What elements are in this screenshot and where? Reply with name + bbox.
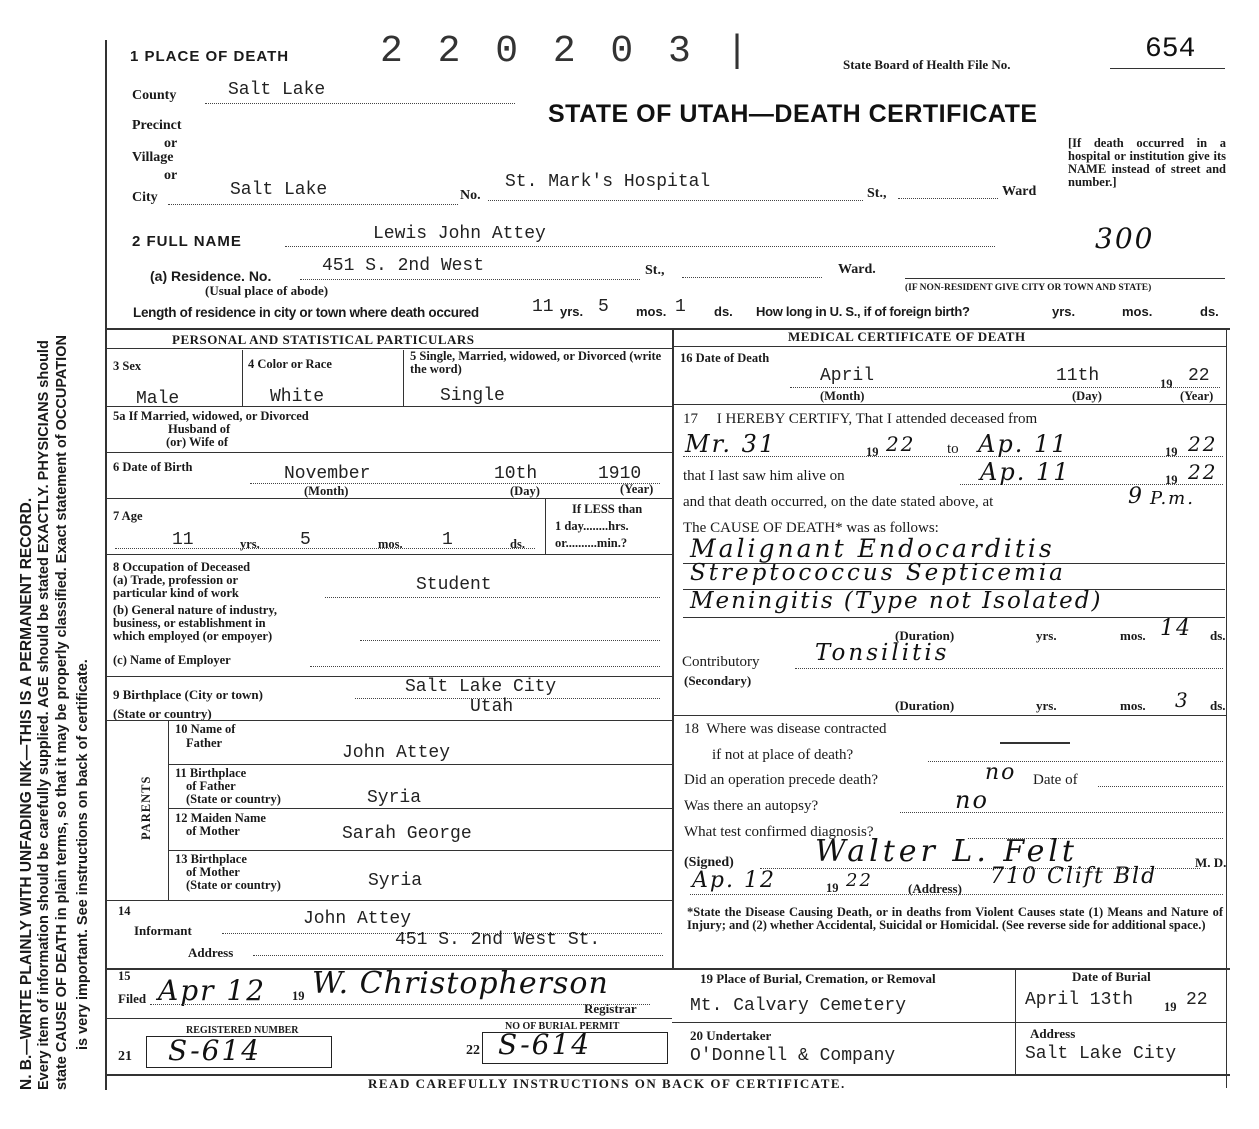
father-label-1: 10 Name of xyxy=(175,722,236,736)
dob-label: 6 Date of Birth xyxy=(113,460,193,474)
death-time-suffix: P.m. xyxy=(1150,488,1195,509)
ward-label: Ward xyxy=(1002,184,1037,199)
dob-day-value: 10th xyxy=(494,464,538,484)
mother-birthplace-label-2: of Mother xyxy=(186,865,240,879)
burial-date-year: 22 xyxy=(1186,990,1208,1010)
foreign-birth-label: How long in U. S., if of foreign birth? xyxy=(756,304,970,319)
dob-month-caption: (Month) xyxy=(304,484,349,498)
sidebar-line-2: Every item of information should be carefully supplied. AGE should be stated EXACTLY. PHYSICIANS should xyxy=(36,340,52,1090)
dod-month-caption: (Month) xyxy=(820,389,865,403)
duration2-mos-label: mos. xyxy=(1120,698,1146,713)
duration2-yrs-label: yrs. xyxy=(1036,698,1057,713)
filed-value: Apr 12 xyxy=(158,974,267,1007)
city-value: Salt Lake xyxy=(230,180,328,200)
mother-birthplace-label-1: 13 Birthplace xyxy=(175,852,247,866)
age-yrs-value: 11 xyxy=(172,530,194,550)
undertaker-address-value: Salt Lake City xyxy=(1025,1044,1177,1064)
undertaker-address-label: Address xyxy=(1030,1026,1076,1041)
registered-number-label: REGISTERED NUMBER xyxy=(186,1025,299,1036)
contracted-label-1: 18 Where was disease contracted xyxy=(684,721,887,737)
mother-birthplace-label-3: (State or country) xyxy=(186,878,281,892)
file-no-label: State Board of Health File No. xyxy=(843,57,1011,72)
age-yrs-label: yrs. xyxy=(240,537,260,551)
birthplace-label-1: 9 Birthplace (City or town) xyxy=(113,687,263,702)
county-value: Salt Lake xyxy=(228,80,326,100)
death-time-value: 9 xyxy=(1128,484,1144,509)
length-mos-label: mos. xyxy=(636,304,667,319)
md-label: M. D. xyxy=(1195,855,1227,870)
race-label: 4 Color or Race xyxy=(248,357,332,371)
dod-year-caption: (Year) xyxy=(1180,389,1214,403)
trade-label-2: particular kind of work xyxy=(113,586,239,600)
parents-label: PARENTS xyxy=(139,775,153,840)
duration-yrs-label: yrs. xyxy=(1036,628,1057,643)
father-birthplace-label-1: 11 Birthplace xyxy=(175,766,247,780)
race-value: White xyxy=(270,387,325,407)
city-label: City xyxy=(132,190,158,205)
length-ds-value: 1 xyxy=(675,297,686,317)
sign-address-label: (Address) xyxy=(908,881,962,896)
burial-permit-value: S-614 xyxy=(498,1028,592,1061)
operation-label: Did an operation precede death? xyxy=(684,772,879,788)
industry-label-3: which employed (or empoyer) xyxy=(113,629,273,643)
industry-label-1: (b) General nature of industry, xyxy=(113,603,278,617)
sex-value: Male xyxy=(136,389,180,409)
undertaker-value: O'Donnell & Company xyxy=(690,1046,896,1066)
county-label: County xyxy=(132,88,177,103)
marital-label: 5 Single, Married, widowed, or Divorced (write the word) xyxy=(410,349,662,376)
dob-year-caption: (Year) xyxy=(620,482,654,496)
filed-label: Filed xyxy=(118,991,147,1006)
st-label: St., xyxy=(867,186,887,201)
dob-day-caption: (Day) xyxy=(510,484,540,498)
informant-address-value: 451 S. 2nd West St. xyxy=(395,930,601,950)
contributory-label: Contributory xyxy=(682,654,760,670)
us-ds-label: ds. xyxy=(1200,304,1219,319)
length-ds-label: ds. xyxy=(714,304,733,319)
marital-value: Single xyxy=(440,386,505,406)
registered-number-value: S-614 xyxy=(168,1034,262,1067)
father-value: John Attey xyxy=(342,743,451,763)
father-birthplace-label-2: of Father xyxy=(186,779,236,793)
dod-day-caption: (Day) xyxy=(1072,389,1102,403)
spouse-label-1: 5a If Married, widowed, or Divorced xyxy=(113,409,309,423)
age-ds-value: 1 xyxy=(442,530,453,550)
burial-date-value: April 13th xyxy=(1025,990,1134,1010)
attended-to-value: Ap. 11 xyxy=(978,430,1069,458)
duration2-ds-label: ds. xyxy=(1210,698,1226,713)
industry-label-2: business, or establishment in xyxy=(113,616,266,630)
or-label-1: or xyxy=(164,136,178,151)
sign-date-year: 22 xyxy=(846,870,873,891)
informant-address-label: Address xyxy=(188,945,234,960)
certify-label: 17 I HEREBY CERTIFY, That I attended deceased from xyxy=(683,411,1038,427)
hospital-value: St. Mark's Hospital xyxy=(505,172,711,192)
residence-label: (a) Residence. No. xyxy=(150,268,272,284)
ward-number: 300 xyxy=(1095,222,1155,255)
filed-number: 15 xyxy=(118,969,131,983)
registrar-signature: W. Christopherson xyxy=(312,966,609,1001)
father-birthplace-label-3: (State or country) xyxy=(186,792,281,806)
attended-to-year: 22 xyxy=(1188,432,1218,456)
dod-month-value: April xyxy=(820,366,875,386)
cause-line-3: Meningitis (Type not Isolated) xyxy=(690,588,1103,614)
village-label: Village xyxy=(132,150,174,165)
burial-date-year-prefix: 19 xyxy=(1164,1000,1177,1014)
contributory-value: Tonsilitis xyxy=(815,640,950,666)
length-mos-value: 5 xyxy=(598,297,609,317)
sidebar-line-3: state CAUSE OF DEATH in plain terms, so that it may be properly classified. Exact statement of OCCUPATION xyxy=(54,335,70,1090)
death-occurred-label: and that death occurred, on the date stated above, at xyxy=(683,494,994,510)
us-yrs-label: yrs. xyxy=(1052,304,1076,319)
duration-label: (Duration) xyxy=(895,628,955,643)
medical-footnote: *State the Disease Causing Death, or in deaths from Violent Causes state (1) Means and Nature of Injury; and (2) whether Accidental, Suicidal or Homicidal. (See reverse side for additional space.) xyxy=(687,905,1223,932)
sidebar-line-4: is very important. See instructions on back of certificate. xyxy=(75,659,91,1050)
duration-mos-label: mos. xyxy=(1120,628,1146,643)
informant-value: John Attey xyxy=(303,909,412,929)
spouse-label-3: (or) Wife of xyxy=(166,435,229,449)
length-yrs-value: 11 xyxy=(532,297,554,317)
sidebar-line-1: N. B.—WRITE PLAINLY WITH UNFADING INK—THIS IS A PERMANENT RECORD. xyxy=(18,497,35,1090)
mother-label-2: of Mother xyxy=(186,824,240,838)
cause-line-2: Streptococcus Septicemia xyxy=(690,560,1066,586)
place-of-death-label: 1 PLACE OF DEATH xyxy=(130,48,290,65)
lessthan-label-3: or..........min.? xyxy=(555,536,628,550)
last-saw-year: 22 xyxy=(1188,460,1218,484)
burial-permit-prefix: 22 xyxy=(466,1043,480,1058)
father-label-2: Father xyxy=(186,736,223,750)
precinct-label: Precinct xyxy=(132,118,182,133)
lessthan-label-2: 1 day........hrs. xyxy=(555,519,629,533)
informant-label: Informant xyxy=(134,923,192,938)
abode-note: (Usual place of abode) xyxy=(205,283,329,298)
filed-year-prefix: 19 xyxy=(292,989,305,1003)
signed-label: (Signed) xyxy=(684,855,734,870)
age-mos-label: mos. xyxy=(378,537,403,551)
file-no: 654 xyxy=(1145,34,1196,65)
attended-from-year-prefix: 19 xyxy=(866,445,879,459)
last-saw-year-prefix: 19 xyxy=(1165,473,1178,487)
occupation-label: 8 Occupation of Deceased xyxy=(113,560,251,574)
certificate-title: STATE OF UTAH—DEATH CERTIFICATE xyxy=(548,100,1038,128)
personal-heading: PERSONAL AND STATISTICAL PARTICULARS xyxy=(172,332,475,347)
sign-address-value: 710 Clift Bld xyxy=(990,864,1158,889)
mother-label-1: 12 Maiden Name xyxy=(175,811,266,825)
or-label-2: or xyxy=(164,168,178,183)
burial-permit-label: NO OF BURIAL PERMIT xyxy=(505,1021,620,1032)
registrar-label: Registrar xyxy=(584,1001,637,1016)
father-birthplace-value: Syria xyxy=(367,788,422,808)
length-of-residence-label: Length of residence in city or town where death occured xyxy=(133,305,479,320)
physician-signature: Walter L. Felt xyxy=(815,834,1078,869)
attended-from-value: Mr. 31 xyxy=(685,430,777,458)
no-label: No. xyxy=(460,188,481,203)
operation-value: no xyxy=(985,760,1017,785)
sign-date-year-prefix: 19 xyxy=(826,881,839,895)
residence-ward-label: Ward. xyxy=(838,262,876,277)
burial-place-value: Mt. Calvary Cemetery xyxy=(690,996,907,1016)
duration2-label: (Duration) xyxy=(895,698,955,713)
full-name-label: 2 FULL NAME xyxy=(132,233,242,250)
dod-year-prefix: 19 xyxy=(1160,377,1173,391)
hospital-note: [If death occurred in a hospital or institution give its NAME instead of street and number.] xyxy=(1068,136,1226,189)
length-yrs-label: yrs. xyxy=(560,304,584,319)
sex-label: 3 Sex xyxy=(113,359,142,373)
sign-date-value: Ap. 12 xyxy=(692,868,776,893)
dod-label: 16 Date of Death xyxy=(680,351,770,365)
autopsy-value: no xyxy=(955,786,989,814)
attended-to-label: to xyxy=(947,441,959,457)
burial-place-label: 19 Place of Burial, Cremation, or Removal xyxy=(700,971,936,986)
undertaker-label: 20 Undertaker xyxy=(690,1028,772,1043)
residence-st-label: St., xyxy=(645,263,665,278)
last-saw-label: that I last saw him alive on xyxy=(683,468,845,484)
autopsy-label: Was there an autopsy? xyxy=(684,798,819,814)
residence-value: 451 S. 2nd West xyxy=(322,256,485,276)
test-label: What test confirmed diagnosis? xyxy=(684,824,874,840)
full-name-value: Lewis John Attey xyxy=(373,224,546,244)
nonresident-note: (IF NON-RESIDENT GIVE CITY OR TOWN AND STATE) xyxy=(905,283,1152,293)
mother-birthplace-value: Syria xyxy=(368,871,423,891)
secondary-label: (Secondary) xyxy=(684,673,752,688)
attended-from-year: 22 xyxy=(886,432,916,456)
duration-ds-value: 14 xyxy=(1160,616,1192,641)
spouse-label-2: Husband of xyxy=(168,422,231,436)
us-mos-label: mos. xyxy=(1122,304,1153,319)
last-saw-value: Ap. 11 xyxy=(980,458,1071,486)
employer-label: (c) Name of Employer xyxy=(113,653,231,667)
informant-number: 14 xyxy=(118,904,131,918)
dob-year-value: 1910 xyxy=(598,464,642,484)
date-of-label: Date of xyxy=(1033,772,1078,788)
mother-value: Sarah George xyxy=(342,824,472,844)
age-ds-label: ds. xyxy=(510,537,525,551)
trade-label-1: (a) Trade, profession or xyxy=(113,573,238,587)
cause-label: The CAUSE OF DEATH* was as follows: xyxy=(683,520,939,536)
burial-date-label: Date of Burial xyxy=(1072,969,1151,984)
registered-number-prefix: 21 xyxy=(118,1049,132,1064)
medical-heading: MEDICAL CERTIFICATE OF DEATH xyxy=(788,329,1026,344)
footer-instructions: READ CAREFULLY INSTRUCTIONS ON BACK OF CERTIFICATE. xyxy=(368,1076,846,1091)
serial-number: 2 2 0 2 0 3 | xyxy=(380,30,755,73)
attended-to-year-prefix: 19 xyxy=(1165,445,1178,459)
lessthan-label-1: If LESS than xyxy=(572,502,643,516)
age-label: 7 Age xyxy=(113,509,143,523)
birthplace-label-2: (State or country) xyxy=(113,706,212,721)
birthplace-city-value: Salt Lake City xyxy=(405,677,557,697)
dob-month-value: November xyxy=(284,464,371,484)
contracted-label-2: if not at place of death? xyxy=(712,747,854,763)
trade-value: Student xyxy=(416,575,492,595)
age-mos-value: 5 xyxy=(300,530,311,550)
dod-year-value: 22 xyxy=(1188,366,1210,386)
duration-ds-label: ds. xyxy=(1210,628,1226,643)
cause-line-1: Malignant Endocarditis xyxy=(690,534,1055,563)
dod-day-value: 11th xyxy=(1056,366,1100,386)
duration2-ds-value: 3 xyxy=(1175,688,1190,712)
birthplace-state-value: Utah xyxy=(470,697,514,717)
